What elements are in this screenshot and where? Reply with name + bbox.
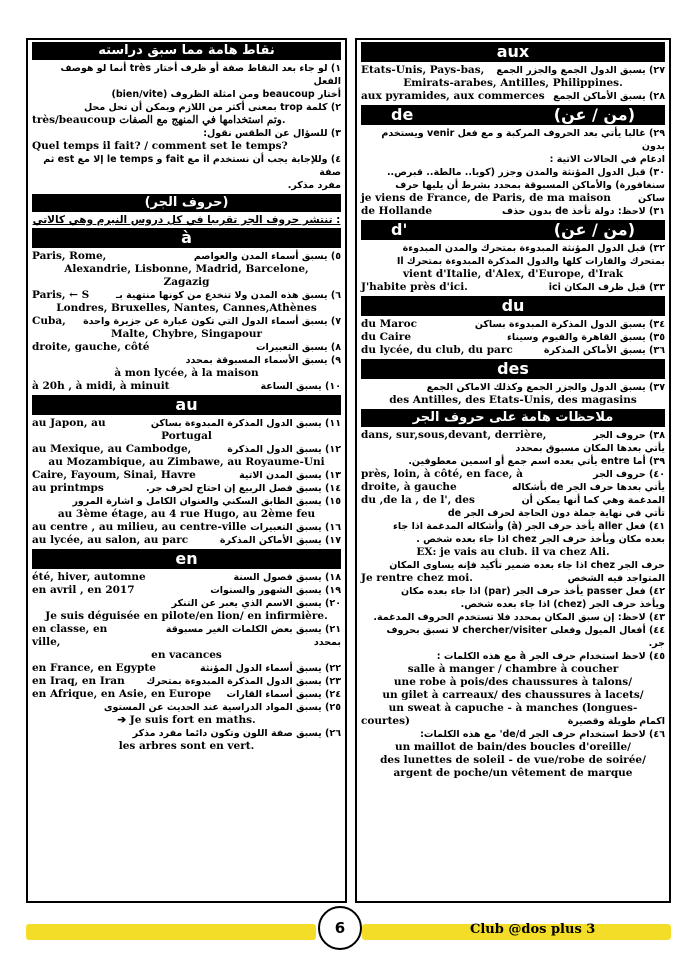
intro-line: أختار beaucoup ومن امثلة الظروف (bien/vite)	[111, 89, 341, 100]
french-text: du Maroc	[361, 318, 417, 330]
arabic-text: ٨) يسبق التعبيرات	[256, 342, 341, 353]
french-text: été, hiver, automne	[32, 571, 146, 583]
entry-row	[28, 623, 345, 649]
arabic-text: بمتحرك والقارات كلها والدول المذكرة المبدوءة بمتحرك Il	[396, 256, 665, 267]
arabic-text: ٦) يسبق هذه المدن ولا تنخدع من كونها منتهية بـ	[116, 290, 341, 301]
entry-row	[28, 315, 345, 328]
arabic-text: جر.	[648, 638, 665, 649]
arabic-text: ٣٨) حروف الجر	[593, 430, 665, 441]
french-text: Caire, Fayoum, Sinai, Havre	[32, 469, 196, 481]
french-text: en classe, en ville,	[32, 623, 108, 648]
entry-row	[357, 381, 669, 394]
heading-d-label: d'	[391, 220, 408, 239]
entry-row	[357, 494, 669, 507]
right-column	[355, 38, 671, 903]
arabic-text: حرف الجر chez اذا جاء بعده ضمير تأكيد فإنه يساوى المكان	[389, 560, 665, 571]
prepositions-subtitle: تنتشر حروف الجر تقريبا في كل دروس النيرم وهي كالاتي :	[32, 214, 341, 226]
heading-de-tag: (من / عن)	[553, 105, 635, 124]
entry-row	[357, 689, 669, 702]
entry-row	[28, 521, 345, 534]
arabic-text: ٤٣) لاحظ: إن سبق المكان بمحدد فلا تستخدم الحروف المدغمة.	[373, 612, 665, 623]
arabic-text: ١٥) يسبق الطابق السكني والعنوان الكامل و اشارة المرور	[72, 496, 341, 507]
entry-row	[357, 179, 669, 192]
entry-row	[357, 507, 669, 520]
entry-row	[28, 727, 345, 740]
entry-row	[28, 443, 345, 456]
french-text: argent de poche/un vêtement de marque	[393, 767, 633, 779]
arabic-text: ٥) يسبق أسماء المدن والعواصم	[193, 251, 341, 262]
footer-club-label: Club @dos plus 3	[470, 922, 596, 937]
french-text: à 20h , à midi, à minuit	[32, 380, 170, 392]
arabic-text: ١٨) يسبق فصول السنة	[233, 572, 341, 583]
arabic-text: ٩) يسبق الأسماء المسبوقة بمحدد	[185, 355, 341, 366]
entry-row	[357, 585, 669, 598]
entry-row	[28, 495, 345, 508]
french-text: un gilet à carreaux/ des chaussures à lacets/	[382, 689, 644, 701]
french-text: au printmps	[32, 482, 104, 494]
entry-row	[28, 740, 345, 753]
left-column	[26, 38, 347, 903]
entry-row	[357, 715, 669, 728]
french-text: J'habite près d'ici.	[361, 281, 468, 293]
entry-row	[357, 520, 669, 533]
french-text: Alexandrie, Lisbonne, Madrid, Barcelone,	[64, 263, 309, 275]
arabic-text: ١٠) يسبق الساعة	[260, 381, 341, 392]
intro-line: ٤) وللإجابة يجب أن نستخدم il مع fait و le temps إلا مع est ثم صفة	[43, 154, 341, 178]
french-text: au centre , au milieu, au centre-ville	[32, 521, 247, 533]
french-text: Malte, Chybre, Singapour	[110, 328, 263, 340]
arabic-text: ٤٠) حروف الجر	[593, 469, 665, 480]
french-text: du Caire	[361, 331, 411, 343]
heading-aux: aux	[361, 42, 665, 62]
entry-row	[357, 598, 669, 611]
french-text: au Mozambique, au Zimbawe, au Royaume-Uni	[48, 456, 325, 468]
entry-row	[357, 546, 669, 559]
entry-row	[357, 281, 669, 294]
entry-row	[28, 430, 345, 443]
entry-row	[357, 611, 669, 624]
entry-row	[28, 367, 345, 380]
arabic-text: ٤٢) فعل passer يأخذ حرف الجر (par) اذا جاء بعده مكان	[401, 586, 665, 597]
arabic-text: المتواجد فيه الشخص	[567, 573, 665, 584]
french-text: un sweat à capuche - à manches (longues-	[388, 702, 638, 714]
entry-row	[28, 302, 345, 315]
french-text: droite, à gauche	[361, 481, 457, 493]
entry-row	[357, 533, 669, 546]
heading-de	[361, 105, 665, 125]
entry-row	[357, 663, 669, 676]
de-rows	[357, 127, 669, 218]
french-text: Je rentre chez moi.	[361, 572, 473, 584]
page-number: 6	[318, 906, 362, 950]
entry-row	[357, 442, 669, 455]
french-text: Paris, ← S	[32, 289, 90, 301]
arabic-text: ١٢) يسبق الدول المذكرة	[227, 444, 341, 455]
arabic-text: ٧) يسبق أسماء الدول التي تكون عبارة عن جزيرة واحدة	[83, 316, 341, 327]
entry-row	[357, 741, 669, 754]
heading-a: à	[32, 228, 341, 248]
arabic-text: ٢٦) يسبق صفة اللون وتكون دائما مفرد مذكر	[132, 728, 341, 739]
french-text: Paris, Rome,	[32, 250, 107, 262]
arabic-text: المدغمة وهي كما أنها يمكن أن	[521, 495, 665, 506]
au-rows	[28, 417, 345, 547]
section-title-prepositions: (حروف الجر)	[32, 194, 341, 212]
entry-row	[357, 767, 669, 780]
entry-row	[357, 394, 669, 407]
french-text: Portugal	[161, 430, 212, 442]
arabic-text: ويأخذ حرف الجر (chez) اذا جاء بعده شخص.	[460, 599, 665, 610]
en-rows	[28, 571, 345, 753]
french-text: du ,de la , de l', des	[361, 494, 475, 506]
french-text: je viens de France, de Paris, de ma maison	[361, 192, 611, 204]
arabic-text: ٢٨) يسبق الأماكن الجمع	[553, 91, 665, 102]
entry-row	[28, 328, 345, 341]
du-rows	[357, 318, 669, 357]
entry-row	[357, 127, 669, 153]
french-text: en France, en Egypte	[32, 662, 156, 674]
entry-row	[28, 417, 345, 430]
entry-row	[28, 289, 345, 302]
arabic-text: ٢٩) غالبا يأتي بعد الحروف المركبة و مع فعل venir ويستخدم بدون	[381, 128, 665, 152]
french-text: au Mexique, au Cambodge,	[32, 443, 192, 455]
intro-line: ٣) للسؤال عن الطقس نقول:	[203, 128, 341, 139]
entry-row	[28, 482, 345, 495]
french-text: un maillot de bain/des boucles d'oreille/	[394, 741, 632, 753]
french-text: en avril , en 2017	[32, 584, 135, 596]
section-title-notes: نقاط هامة مما سبق دراسته	[32, 42, 341, 60]
entry-row	[28, 649, 345, 662]
intro-line: très/beaucoup وتم استخدامها في المنهج مع الصفات.	[32, 114, 286, 126]
entry-row	[28, 701, 345, 714]
french-text: Je suis déguisée en pilote/en lion/ en infirmière.	[45, 610, 328, 622]
arabic-text: ١٤) يسبق فصل الربيع إن احتاج لحرف جر.	[146, 483, 341, 494]
entry-row	[28, 250, 345, 263]
entry-row	[357, 64, 669, 77]
heading-du: du	[361, 296, 665, 316]
des-rows	[357, 381, 669, 407]
arabic-text: ٣٢) قبل الدول المؤنثة المبدوءة بمتحرك والمدن المبدوءة	[402, 243, 665, 254]
entry-row	[28, 380, 345, 393]
french-text: Zagazig	[163, 276, 210, 288]
heading-d-tag: (من / عن)	[553, 220, 635, 239]
heading-au: au	[32, 395, 341, 415]
french-text: à mon lycée, à la maison	[114, 367, 259, 379]
entry-row	[357, 468, 669, 481]
entry-row	[28, 354, 345, 367]
heading-d-apostrophe	[361, 220, 665, 240]
french-text: EX: je vais au club. il va chez Ali.	[416, 546, 610, 558]
d-rows	[357, 242, 669, 294]
arabic-text: يأتي بعدها حرف الجر de بأشكاله	[512, 482, 665, 493]
french-text: Emirats-arabes, Antilles, Philippines.	[403, 77, 623, 89]
entry-row	[28, 584, 345, 597]
entry-row	[28, 688, 345, 701]
heading-en: en	[32, 549, 341, 569]
entry-row	[28, 662, 345, 675]
arabic-text: ٢٣) يسبق الدول المذكرة المبدوءة بمتحرك	[146, 676, 341, 687]
french-text: droite, gauche, côté	[32, 341, 150, 353]
arabic-text: ٣٩) أما entre يأتي بعده اسم جمع أو اسمين معطوفين.	[408, 456, 665, 467]
entry-row	[28, 456, 345, 469]
entry-row	[357, 637, 669, 650]
french-text: aux pyramides, aux commerces	[361, 90, 545, 102]
arabic-text: سنغافورة) والأماكن المسبوقة بمحدد بشرط أن يليها حرف	[395, 180, 665, 191]
french-text: des lunettes de soleil - de vue/robe de soirée/	[380, 754, 646, 766]
heading-des: des	[361, 359, 665, 379]
heading-notes: ملاحظات هامة على حروف الجر	[361, 409, 665, 427]
entry-row	[357, 728, 669, 741]
french-text: du lycée, du club, du parc	[361, 344, 513, 356]
french-text: près, loin, à côté, en face, à	[361, 468, 523, 480]
entry-row	[28, 263, 345, 276]
arabic-text: ١٩) يسبق الشهور والسنوات	[210, 585, 341, 596]
arabic-text: ١١) يسبق الدول المذكرة المبدوءة بساكن	[150, 418, 341, 429]
arabic-text: ٣٥) يسبق القاهرة والفيوم وسيناء	[507, 332, 665, 343]
french-text: des Antilles, des Etats-Unis, des magasins	[389, 394, 637, 406]
intro-line: ١) لو جاء بعد النقاط صفة أو ظرف أختار très أنما لو هوصف الفعل	[60, 63, 341, 87]
notes-rows	[357, 429, 669, 780]
arabic-text: ٤٥) لاحظ استخدام حرف الجر à مع هذه الكلمات :	[436, 651, 665, 662]
arabic-text: ١٣) يسبق المدن الاتية	[239, 470, 341, 481]
intro-line: ٢) كلمة trop بمعنى أكثر من اللازم ويمكن أن تحل محل	[84, 102, 341, 113]
arabic-text: ٢٥) يسبق المواد الدراسية عند الحديث عن المستوى	[103, 702, 341, 713]
entry-row	[357, 90, 669, 103]
arabic-text: ٣٠) قبل الدول المؤنثة والمدن وجزر (كوبا.. مالطة.. قبرص..	[386, 167, 665, 178]
entry-row	[357, 624, 669, 637]
entry-row	[357, 268, 669, 281]
entry-row	[28, 276, 345, 289]
french-text: au Japon, au	[32, 417, 106, 429]
entry-row	[357, 559, 669, 572]
entry-row	[28, 597, 345, 610]
arabic-text: ٣٦) يسبق الأماكن المذكرة	[543, 345, 665, 356]
entry-row	[357, 166, 669, 179]
arabic-text: ٢٧) يسبق الدول الجمع والجزر الجمع	[496, 65, 665, 76]
arabic-text: ٣٤) يسبق الدول المذكرة المبدوءة بساكن	[474, 319, 665, 330]
arabic-text: ٣٧) يسبق الدول والجزر الجمع وكذلك الاماكن الجمع	[426, 382, 665, 393]
arabic-text: ١٦) يسبق التعبيرات	[250, 522, 341, 533]
entry-row	[357, 344, 669, 357]
french-text: salle à manger / chambre à coucher	[407, 663, 619, 675]
entry-row	[28, 610, 345, 623]
entry-row	[28, 534, 345, 547]
intro-block	[28, 62, 345, 192]
arabic-text: ٢١) يسبق بعض الكلمات الغير مسبوقة بمحدد	[165, 624, 341, 648]
entry-row	[357, 650, 669, 663]
arabic-text: ٢٤) يسبق أسماء القارات	[226, 689, 341, 700]
french-text: les arbres sont en vert.	[118, 740, 255, 752]
entry-row	[28, 508, 345, 521]
arabic-text: ٢٢) يسبق أسماء الدول المؤنثة	[199, 663, 341, 674]
arabic-text: ادغام في الحالات الاتية :	[549, 154, 665, 165]
french-text: ➔ Je suis fort en maths.	[117, 714, 256, 726]
french-text: dans, sur,sous,devant, derrière,	[361, 429, 547, 441]
a-rows	[28, 250, 345, 393]
entry-row	[357, 481, 669, 494]
arabic-text: بعده مكان ويأخذ حرف الجر chez اذا جاء بعده شخص .	[416, 534, 665, 545]
french-text: Londres, Bruxelles, Nantes, Cannes,Athènes	[56, 302, 317, 314]
intro-line: Quel temps il fait? / comment set le temps?	[32, 140, 288, 152]
entry-row	[357, 205, 669, 218]
entry-row	[357, 242, 669, 255]
entry-row	[357, 77, 669, 90]
entry-row	[357, 702, 669, 715]
arabic-text: ١٧) يسبق الأماكن المذكرة	[219, 535, 341, 546]
arabic-text: ساكن	[638, 193, 665, 204]
aux-rows	[357, 64, 669, 103]
french-text: en Iraq, en Iran	[32, 675, 125, 687]
entry-row	[357, 192, 669, 205]
entry-row	[28, 571, 345, 584]
arabic-text: ٤٦) لاحظ استخدام حرف الجر de/d' مع هذه الكلمات:	[420, 729, 665, 740]
arabic-text: ٣١) لاحظ: دولة تأخذ de بدون حذف	[502, 206, 665, 217]
french-text: Etats-Unis, Pays-bas,	[361, 64, 485, 76]
arabic-text: ٢٠) يسبق الاسم الذي يعبر عن التنكر	[171, 598, 341, 609]
entry-row	[357, 255, 669, 268]
french-text: courtes)	[361, 715, 410, 727]
entry-row	[357, 331, 669, 344]
entry-row	[357, 318, 669, 331]
heading-de-label: de	[391, 105, 414, 124]
entry-row	[357, 572, 669, 585]
intro-line: مفرد مذكر.	[287, 180, 341, 191]
french-text: vient d'Italie, d'Alex, d'Europe, d'Irak	[402, 268, 624, 280]
arabic-text: ٤٤) أفعال الميول وفعلى chercher/visiter لا تسبق بحروف	[386, 625, 665, 636]
french-text: Cuba,	[32, 315, 66, 327]
entry-row	[28, 675, 345, 688]
french-text: en Afrique, en Asie, en Europe	[32, 688, 212, 700]
entry-row	[357, 429, 669, 442]
french-text: au lycée, au salon, au parc	[32, 534, 189, 546]
arabic-text: ٤١) فعل aller يأخذ حرف الجر (à) وأشكاله المدغمة اذا جاء	[393, 521, 665, 532]
entry-row	[28, 341, 345, 354]
french-text: au 3ème étage, au 4 rue Hugo, au 2ème feu	[57, 508, 316, 520]
arabic-text: تأتي في نهاية جملة دون الحاجة لحرف الجر de	[447, 508, 665, 519]
arabic-text: اكمام طويلة وقصيرة	[567, 716, 665, 727]
footer-band-left	[26, 924, 316, 940]
entry-row	[28, 714, 345, 727]
arabic-text: يأتي بعدها المكان مسبوق بمحدد	[515, 443, 665, 454]
entry-row	[357, 754, 669, 767]
french-text: une robe à pois/des chaussures à talons/	[393, 676, 633, 688]
arabic-text: ٣٣) قبل ظرف المكان ici	[548, 282, 665, 293]
entry-row	[357, 676, 669, 689]
entry-row	[28, 469, 345, 482]
french-text: en vacances	[151, 649, 222, 661]
entry-row	[357, 153, 669, 166]
entry-row	[357, 455, 669, 468]
french-text: de Hollande	[361, 205, 433, 217]
